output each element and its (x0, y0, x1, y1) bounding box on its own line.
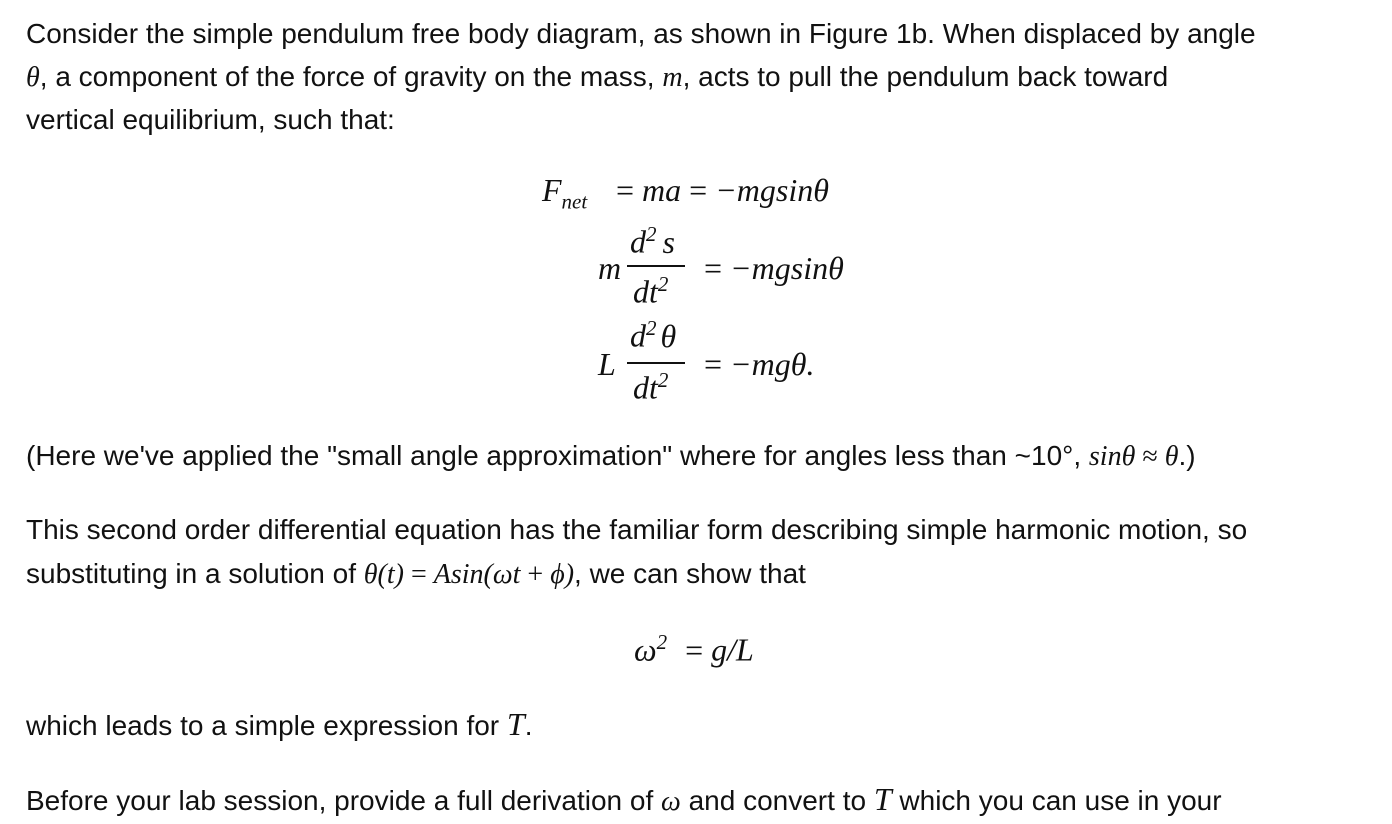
period-symbol: T (873, 781, 892, 817)
shm-text-2b: , we can show that (574, 558, 806, 589)
equation-2-m (598, 250, 621, 287)
intro-line-3 (26, 98, 395, 141)
intro-line-2 (26, 55, 1168, 99)
exponent: 2 (657, 272, 669, 296)
period-expression-line (26, 703, 532, 747)
s-symbol: s (662, 223, 675, 260)
intro-text-3: vertical equilibrium, such that: (26, 104, 395, 135)
exponent: 2 (656, 630, 668, 654)
equation-3-rhs (704, 346, 814, 383)
intro-line-1 (26, 12, 1256, 55)
equation-3-denominator (633, 368, 668, 407)
approx-sign: ≈ (1135, 441, 1165, 472)
omega-symbol: ω (634, 631, 657, 668)
theta-of-t: θ(t) (363, 559, 404, 590)
d-symbol: d (630, 223, 646, 260)
period-end: . (524, 710, 533, 741)
period-symbol: T (506, 706, 525, 742)
shm-line-1 (26, 508, 1247, 551)
theta-symbol: θ (660, 317, 677, 354)
ma-term: ma (642, 172, 682, 208)
equation-2-rhs (704, 250, 844, 287)
shm-text-1: This second order differential equation has the familiar form describing simple harmonic motion, so (26, 514, 1248, 545)
exponent: 2 (657, 368, 669, 392)
gravity-term: −mgsinθ (715, 172, 829, 208)
equals-sign: = (689, 172, 708, 208)
force-symbol: F (542, 172, 562, 208)
fraction-bar (627, 362, 685, 364)
equals-sign: = (704, 250, 723, 286)
close-paren: ) (564, 559, 575, 590)
intro-text-2b: , acts to pull the pendulum back toward (682, 61, 1169, 92)
small-angle-note (26, 434, 1196, 478)
instruction-text-a: Before your lab session, provide a full derivation of (26, 785, 662, 816)
exponent: 2 (646, 316, 657, 340)
exponent: 2 (646, 222, 657, 246)
gravity-term: −mgθ. (730, 346, 815, 382)
d-symbol: d (630, 317, 646, 354)
instruction-text-b: and convert to (680, 785, 874, 816)
dt-symbol: dt (633, 273, 658, 310)
note-end: .) (1178, 440, 1196, 471)
theta-symbol: θ (26, 62, 40, 93)
phi-symbol: ϕ (550, 559, 565, 590)
derivation-instruction (26, 778, 1222, 823)
fraction-bar (627, 265, 685, 267)
dt-symbol: dt (633, 369, 658, 406)
omega-symbol: ω (661, 786, 681, 817)
instruction-text-c: which you can use in your (891, 785, 1222, 816)
net-subscript: net (561, 189, 588, 214)
theta-symbol: θ (1164, 441, 1179, 472)
sin-theta: sinθ (1088, 441, 1136, 472)
asin-term: Asin(ωt (433, 559, 521, 590)
shm-text-2a: substituting in a solution of (26, 558, 364, 589)
g-over-L: g/L (711, 631, 754, 668)
equation-1-rhs (616, 172, 829, 209)
intro-text-1: Consider the simple pendulum free body diagram, as shown in Figure 1b. When displaced by angle (26, 18, 1256, 49)
small-angle-text: (Here we've applied the "small angle approximation" where for angles less than ~10°, (26, 440, 1089, 471)
equation-3-L (598, 346, 616, 383)
equals-sign: = (616, 172, 635, 208)
period-text: which leads to a simple expression for (26, 710, 507, 741)
intro-text-2a: , a component of the force of gravity on the mass, (39, 61, 663, 92)
equals-sign: = (704, 346, 723, 382)
mass-symbol: m (598, 250, 622, 286)
equation-3-numerator (630, 316, 676, 355)
equation-2-numerator (630, 222, 675, 261)
length-symbol: L (598, 346, 616, 382)
equation-2-denominator (633, 272, 668, 311)
equation-1-lhs (542, 172, 587, 214)
shm-line-2 (26, 552, 806, 596)
mass-symbol: m (662, 62, 683, 93)
omega-equation (634, 630, 754, 669)
equals-sign: = (403, 559, 434, 590)
gravity-term: −mgsinθ (730, 250, 844, 286)
equals-sign: = (685, 631, 704, 668)
plus-sign: + (520, 559, 551, 590)
